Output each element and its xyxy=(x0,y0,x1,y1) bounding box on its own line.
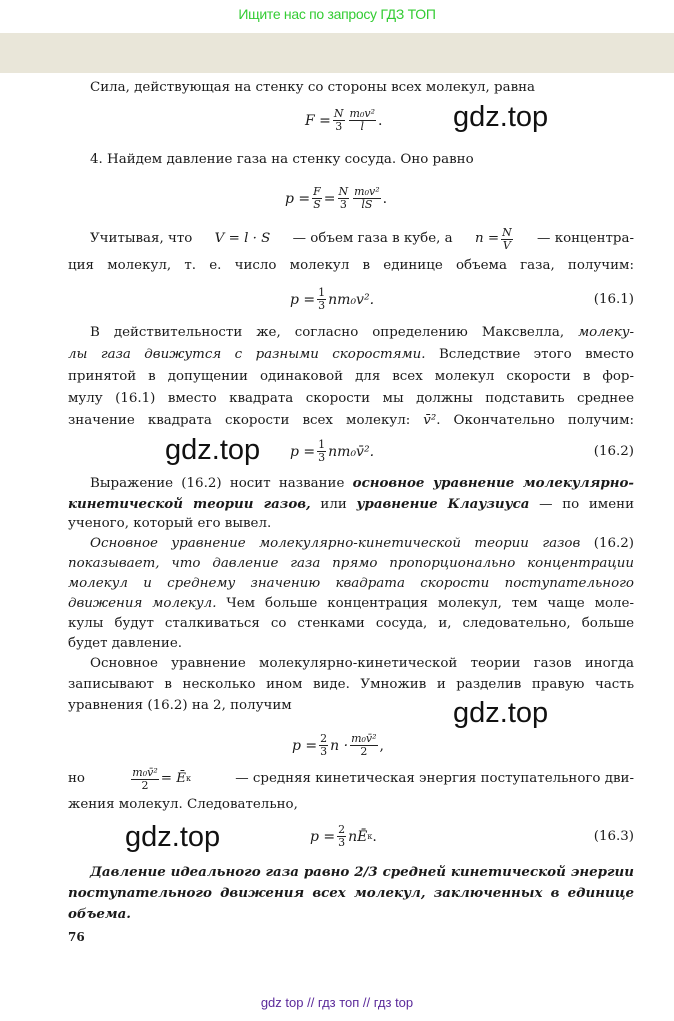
term: уравнение Клаузиуса xyxy=(356,496,530,512)
text-line: уравнения (16.2) на 2, получим xyxy=(68,698,292,713)
numerator: N xyxy=(338,185,349,198)
text-line: Сила, действующая на стенку со стороны всех молекул, равна xyxy=(90,80,536,95)
text-line: кулы будут сталкиваться со стенками сосуда, и, следовательно, больше xyxy=(68,616,634,631)
fraction xyxy=(131,767,158,792)
text-line xyxy=(90,225,634,252)
watermark: gdz.top xyxy=(453,697,549,729)
text-segment: V = l · S xyxy=(214,231,271,246)
numerator: m₀v̄² xyxy=(132,765,158,779)
fraction xyxy=(317,287,326,312)
equation-number: (16.1) xyxy=(593,292,634,307)
denominator: 3 xyxy=(318,299,326,312)
numerator: m₀v² xyxy=(349,107,375,120)
formula-kinetic xyxy=(292,733,384,758)
header-band xyxy=(0,33,674,73)
numerator: N xyxy=(333,107,344,120)
text-segment: В действительности же, согласно определению Максвелла, xyxy=(90,325,565,340)
fraction xyxy=(312,186,322,211)
text-line: Давление идеального газа равно 2/3 средней кинетической энергии xyxy=(90,864,634,880)
numerator: 2 xyxy=(338,823,346,836)
formula-text: F = xyxy=(305,112,331,129)
fraction xyxy=(337,824,346,849)
numerator: 1 xyxy=(318,286,326,299)
text-segment: лы газа движутся с разными скоростями. xyxy=(68,347,426,362)
footer-links[interactable]: gdz top // гдз топ // гдз top xyxy=(260,995,414,1010)
text-segment: . Окончательно получим: xyxy=(436,413,634,428)
search-banner: Ищите нас по запросу ГДЗ ТОП xyxy=(238,6,436,22)
text-line: принятой в допущении одинаковой для всех молекул скорости в фор- xyxy=(68,369,634,384)
formula-text: p = xyxy=(290,443,316,460)
formula-16-2 xyxy=(290,439,374,464)
denominator: 3 xyxy=(318,451,326,464)
text-line: мулу (16.1) вместо квадрата скорости мы должны подставить среднее xyxy=(68,391,634,406)
denominator: l xyxy=(360,120,365,133)
denominator: 3 xyxy=(339,198,347,211)
formula-force xyxy=(305,108,382,133)
text-line xyxy=(68,346,634,364)
formula-text: p = xyxy=(285,190,311,207)
text-line xyxy=(68,595,634,613)
formula-text: nm₀v². xyxy=(328,291,375,308)
text-line xyxy=(68,764,634,794)
term: кинетической теории газов, xyxy=(68,496,311,512)
formula-text: nm₀v̄². xyxy=(328,443,375,460)
text-segment: — средняя кинетическая энергия поступательного дви- xyxy=(235,771,634,786)
fraction xyxy=(338,186,350,211)
text-line: ция молекул, т. е. число молекул в единице объема газа, получим: xyxy=(68,258,634,273)
text-segment: молеку- xyxy=(578,325,634,340)
formula-text: , xyxy=(379,737,384,754)
fraction xyxy=(333,108,345,133)
text-line: записывают в несколько ином виде. Умножив и разделив правую часть xyxy=(68,677,634,692)
fraction xyxy=(350,733,377,758)
inline-formula xyxy=(129,767,191,792)
denominator: 3 xyxy=(338,836,346,849)
watermark: gdz.top xyxy=(165,434,261,466)
denominator: V xyxy=(502,238,511,252)
term: основное уравнение молекулярно- xyxy=(352,475,634,491)
formula-text: p = xyxy=(290,291,316,308)
denominator: 3 xyxy=(320,745,328,758)
formula-text: . xyxy=(382,190,388,207)
text-segment: Вследствие этого вместо xyxy=(438,347,634,362)
text-segment: но xyxy=(68,771,85,786)
watermark: gdz.top xyxy=(125,821,221,853)
subscript: к xyxy=(367,832,373,841)
text-line xyxy=(68,495,634,513)
numerator: 1 xyxy=(318,438,326,451)
denominator: 2 xyxy=(360,745,368,758)
text-segment: Чем больше концентрация молекул, тем чаще моле- xyxy=(226,596,634,611)
text-line: будет давление. xyxy=(68,636,183,651)
text-line: 4. Найдем давление газа на стенку сосуда. Оно равно xyxy=(90,152,474,167)
formula-text: = xyxy=(323,190,336,207)
fraction xyxy=(501,227,513,252)
fraction xyxy=(317,439,326,464)
text-line xyxy=(90,535,634,553)
text-segment: или xyxy=(320,497,347,512)
text-line: показывает, что давление газа прямо пропорционально концентрации xyxy=(68,556,634,571)
numerator: m₀v̄² xyxy=(351,732,377,745)
denominator: S xyxy=(313,198,321,211)
page-number: 76 xyxy=(68,930,85,944)
formula-16-1 xyxy=(290,287,374,312)
denominator: lS xyxy=(361,198,373,211)
subscript: к xyxy=(186,774,191,783)
text-line: объема. xyxy=(68,906,131,922)
text-segment: v̄² xyxy=(423,413,437,428)
text-line xyxy=(90,324,634,342)
text-line xyxy=(90,474,634,492)
text-segment: Основное уравнение молекулярно-кинетической теории газов xyxy=(90,536,581,551)
text-segment: движения молекул. xyxy=(68,596,217,611)
text-line: ученого, который его вывел. xyxy=(68,516,272,531)
denominator: 3 xyxy=(335,120,343,133)
text-segment: Учитывая, что xyxy=(90,231,193,246)
text-segment: — концентра- xyxy=(537,231,634,246)
text-segment: (16.2) xyxy=(593,536,634,551)
denominator: 2 xyxy=(141,778,149,792)
text-line: Основное уравнение молекулярно-кинетической теории газов иногда xyxy=(90,656,634,671)
numerator: m₀v² xyxy=(354,185,380,198)
text-segment: — объем газа в кубе, а xyxy=(292,231,453,246)
fraction xyxy=(319,733,328,758)
formula-pressure xyxy=(285,186,387,211)
formula-16-3 xyxy=(310,824,377,849)
formula-text: nĒ xyxy=(348,828,368,845)
watermark: gdz.top xyxy=(453,101,549,133)
fraction xyxy=(353,186,380,211)
numerator: 2 xyxy=(320,732,328,745)
text-line: молекул и среднему значению квадрата скорости поступательного xyxy=(68,576,634,591)
formula-text: n · xyxy=(330,737,349,754)
text-segment: Выражение (16.2) носит название xyxy=(90,476,345,491)
text-segment: n = xyxy=(474,231,500,246)
equation-number: (16.3) xyxy=(593,829,634,844)
numerator: N xyxy=(502,225,512,239)
formula-text: . xyxy=(378,112,383,129)
text-segment: — по имени xyxy=(539,497,634,512)
text-line: поступательного движения всех молекул, заключенных в единице xyxy=(68,885,634,901)
text-line: жения молекул. Следовательно, xyxy=(68,797,298,812)
fraction xyxy=(349,108,376,133)
formula-text: p = xyxy=(310,828,336,845)
text-segment: значение квадрата скорости всех молекул: xyxy=(68,413,411,428)
formula-text: = Ē xyxy=(160,771,186,786)
formula-text: . xyxy=(372,828,377,845)
numerator: F xyxy=(313,185,321,198)
inline-formula xyxy=(475,227,515,252)
equation-number: (16.2) xyxy=(593,444,634,459)
text-line xyxy=(68,412,634,430)
formula-text: p = xyxy=(292,737,318,754)
